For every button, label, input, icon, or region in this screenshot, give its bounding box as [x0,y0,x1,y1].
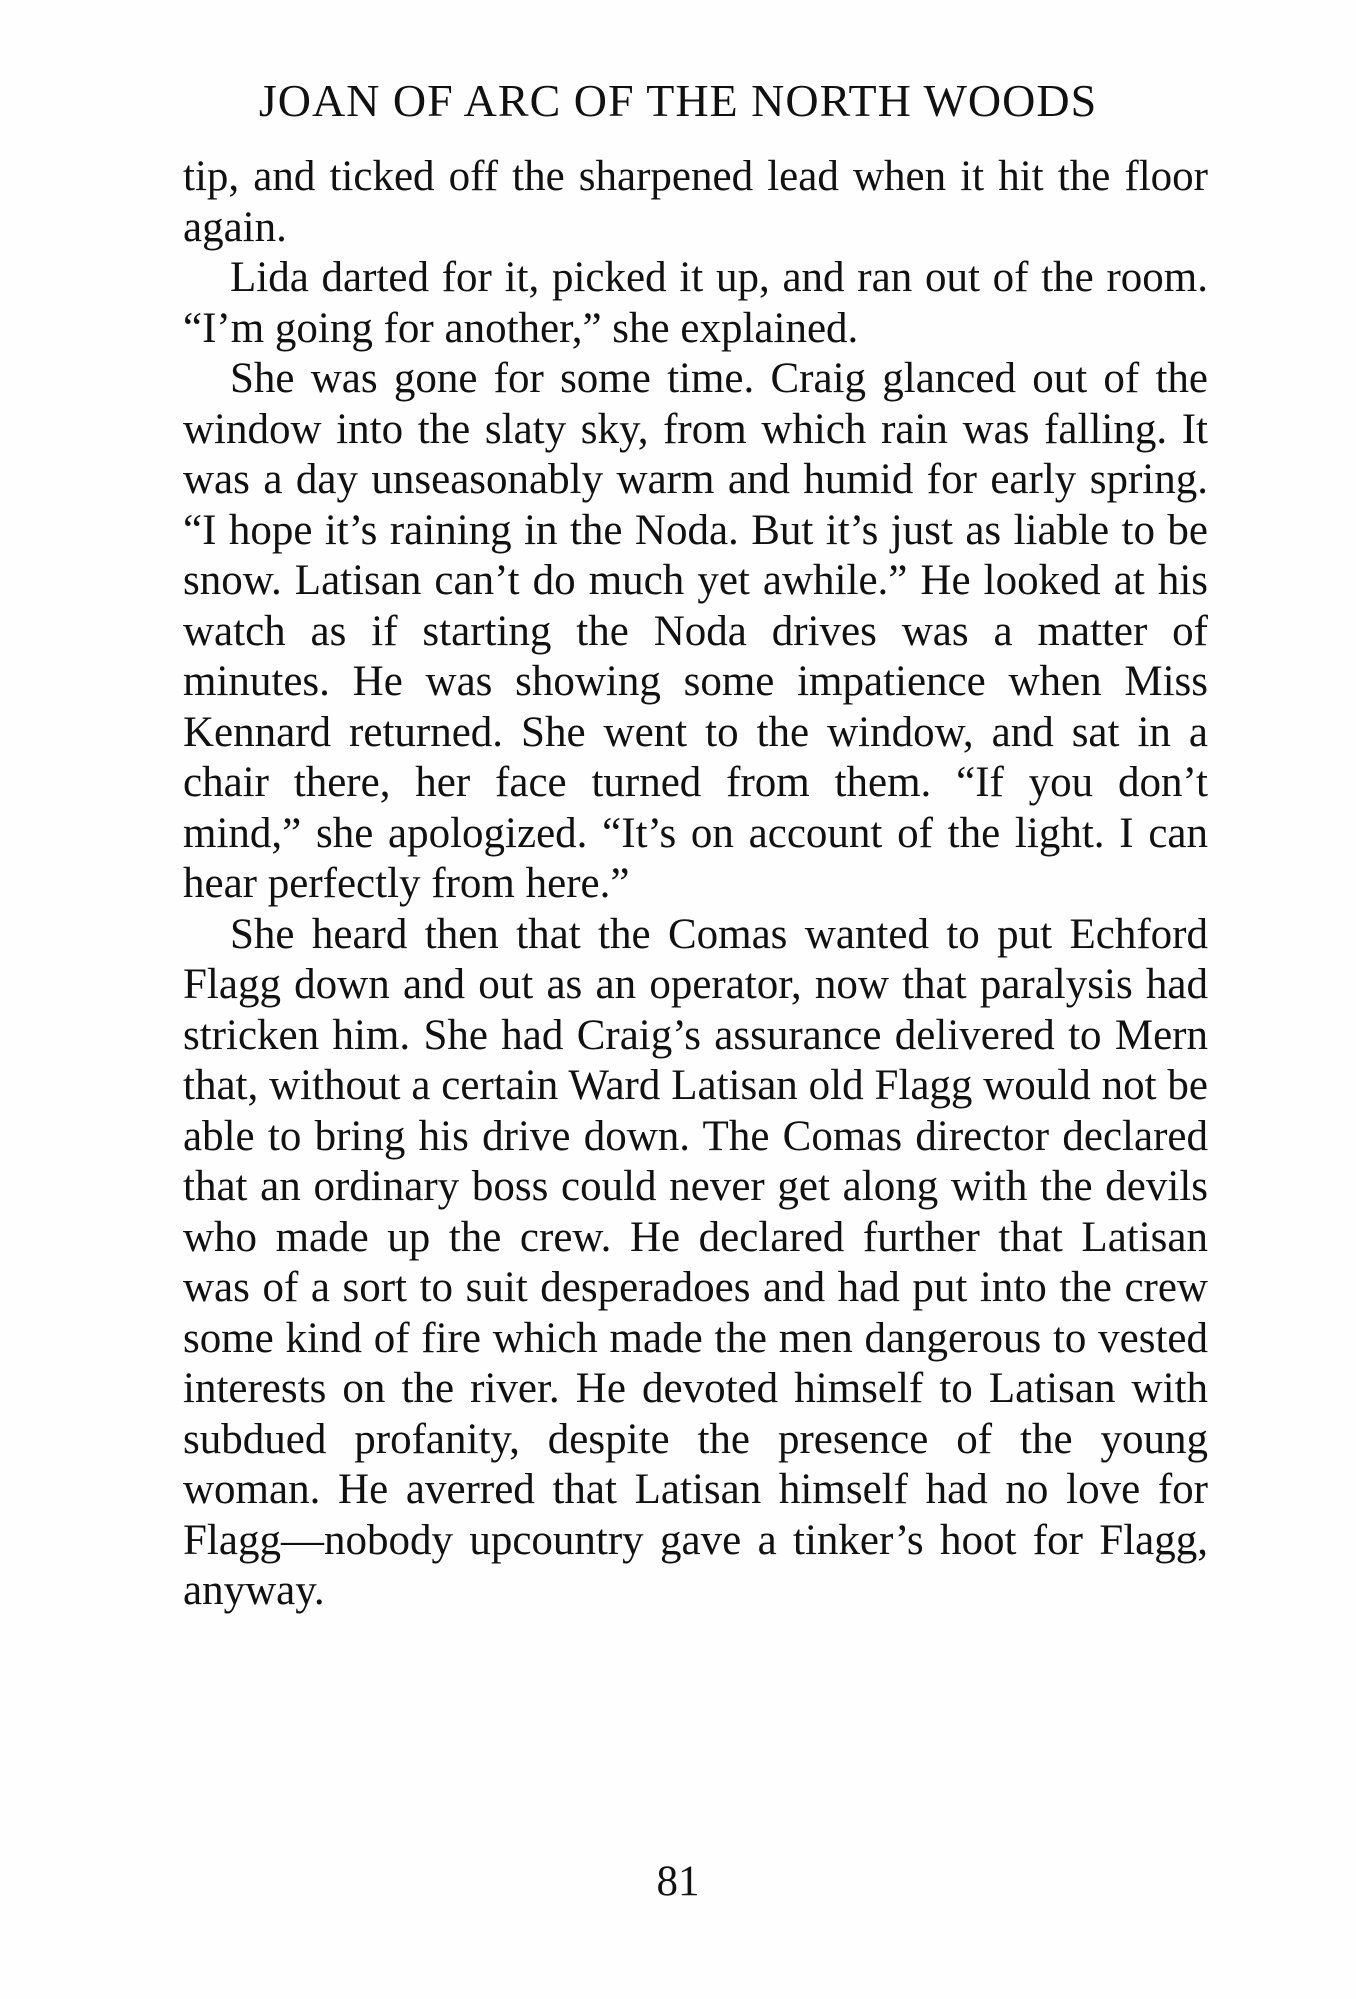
paragraph-comas: She heard then that the Comas wanted to put Echford Flagg down and out as an operator, now that paralysis had stricken him. She had Craig’s assurance delivered to Mern that, without a certain Ward Latisan old Flagg would not be able to bring his drive down. The Comas director declared that an ordinary boss could never get along with the devils who made up the crew. He declared further that Latisan was of a sort to suit desperadoes and had put into the crew some kind of fire which made the men dangerous to vested interests on the river. He devoted himself to Latisan with subdued profanity, despite the presence of the young woman. He averred that Latisan himself had no love for Flagg—nobody upcountry gave a tinker’s hoot for Flagg, anyway. [183,910,1208,1614]
paragraph-continuation: tip, and ticked off the sharpened lead when it hit the floor again. [183,153,1208,251]
page-number: 81 [656,1858,700,1905]
body-text [183,152,1208,1617]
paragraph-lida: Lida darted for it, picked it up, and ran out of the room. “I’m going for another,” she explained. [183,254,1208,352]
running-header: JOAN OF ARC OF THE NORTH WOODS [258,75,1098,126]
paragraph-craig-window: She was gone for some time. Craig glanced out of the window into the slaty sky, from which rain was falling. It was a day unseasonably warm and humid for early spring. “I hope it’s raining in the Noda. But it’s just as liable to be snow. Latisan can’t do much yet awhile.” He looked at his watch as if starting the Noda drives was a matter of minutes. He was showing some impatience when Miss Kennard returned. She went to the window, and sat in a chair there, her face turned from them. “If you don’t mind,” she apologized. “It’s on account of the light. I can hear perfectly from here.” [183,355,1208,907]
